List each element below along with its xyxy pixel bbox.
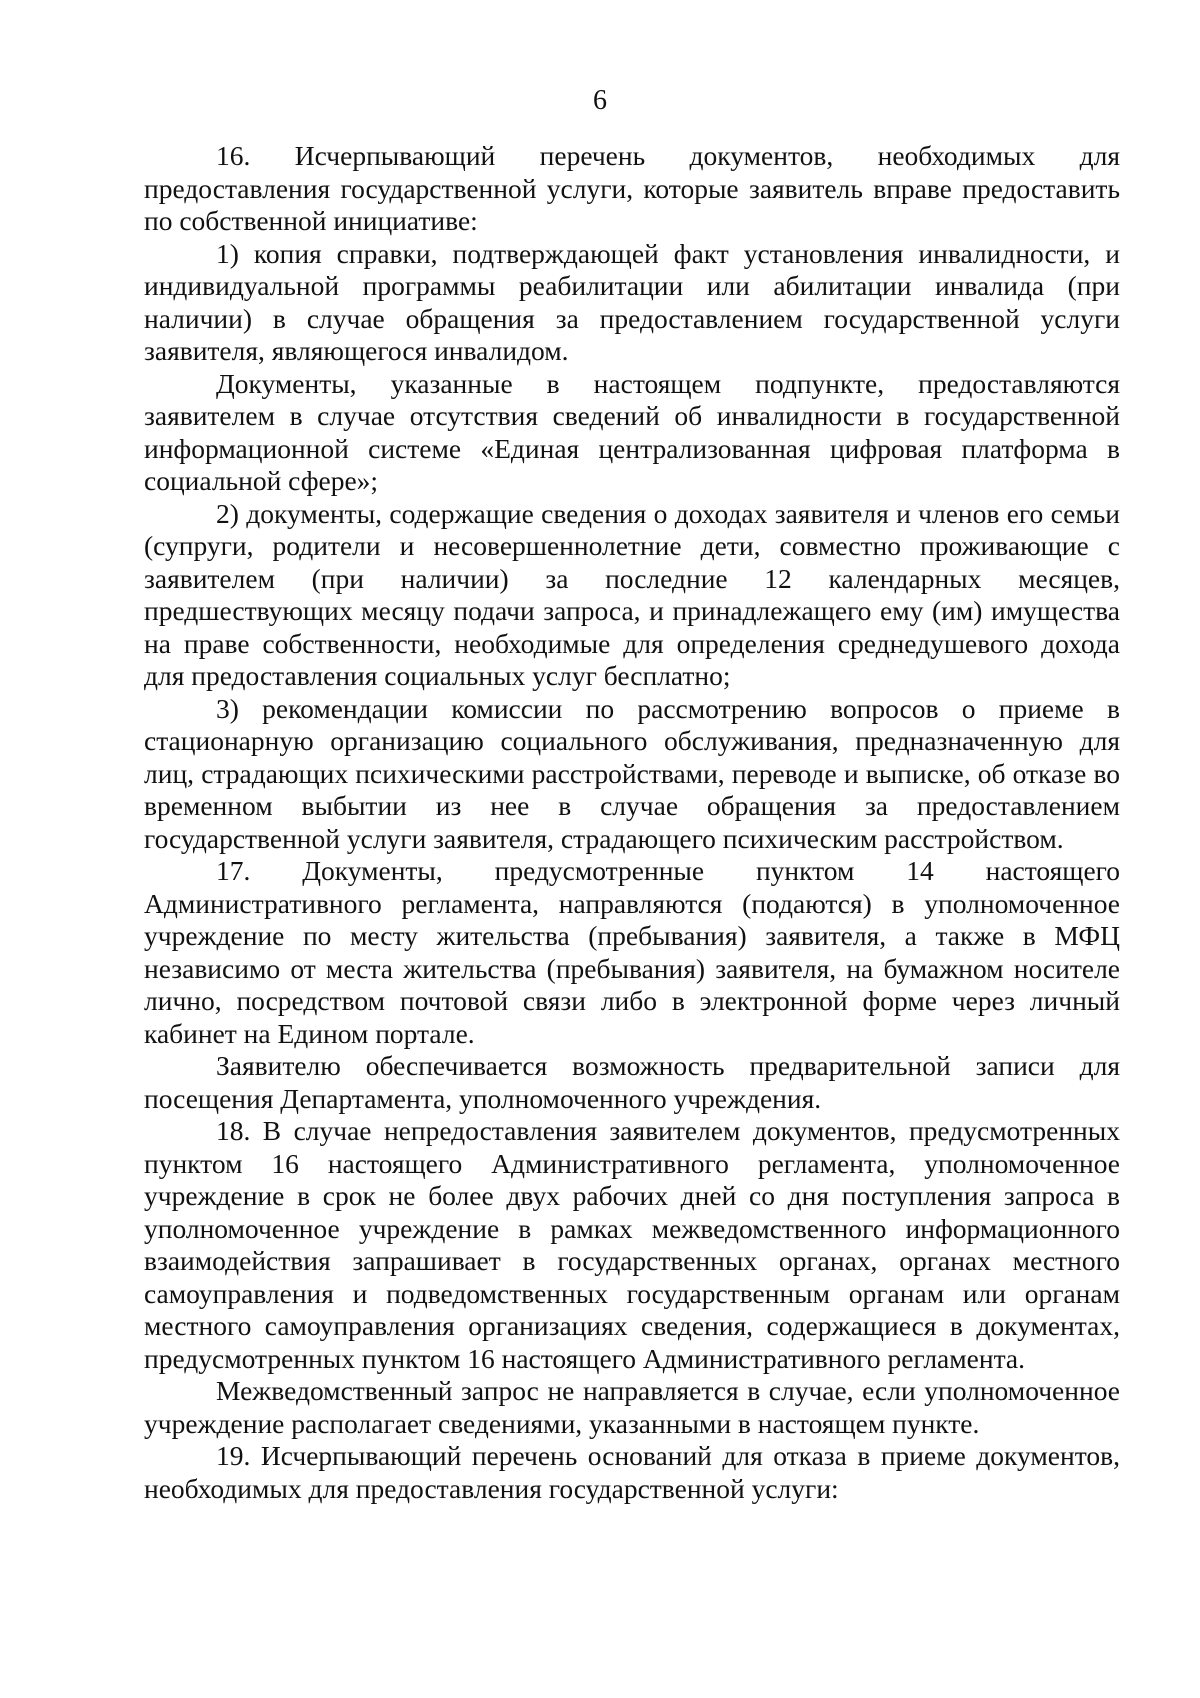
paragraph-17: 17. Документы, предусмотренные пунктом 14 настоящего Административного регламента, направляются (подаются) в уполномоченное учреждение по месту жительства (пребывания) заявителя, а также в МФЦ независимо от места жительства (пребывания) заявителя, на бумажном носителе лично, посредством почтовой связи либо в электронной форме через личный кабинет на Едином портале. xyxy=(144,855,1120,1049)
paragraph-18-note: Межведомственный запрос не направляется в случае, если уполномоченное учреждение располагает сведениями, указанными в настоящем пункте. xyxy=(144,1375,1120,1439)
paragraph-16-item-1: 1) копия справки, подтверждающей факт установления инвалидности, и индивидуальной программы реабилитации или абилитации инвалида (при наличии) в случае обращения за предоставлением государственной услуги заявителя, являющегося инвалидом. xyxy=(144,237,1120,366)
document-body xyxy=(144,140,1120,1505)
paragraph-16: 16. Исчерпывающий перечень документов, необходимых для предоставления государственной услуги, которые заявитель вправе предоставить по собственной инициативе: xyxy=(144,140,1120,236)
paragraph-18: 18. В случае непредоставления заявителем документов, предусмотренных пунктом 16 настоящего Административного регламента, уполномоченное учреждение в срок не более двух рабочих дней со дня поступления запроса в уполномоченное учреждение в рамках межведомственного информационного взаимодействия запрашивает в государственных органах, органах местного самоуправления и подведомственных государственным органам или органам местного самоуправления организациях сведения, содержащиеся в документах, предусмотренных пунктом 16 настоящего Административного регламента. xyxy=(144,1115,1120,1374)
paragraph-19: 19. Исчерпывающий перечень оснований для отказа в приеме документов, необходимых для предоставления государственной услуги: xyxy=(144,1440,1120,1504)
paragraph-16-item-2: 2) документы, содержащие сведения о доходах заявителя и членов его семьи (супруги, родители и несовершеннолетние дети, совместно проживающие с заявителем (при наличии) за последние 12 календарных месяцев, предшествующих месяцу подачи запроса, и принадлежащего ему (им) имущества на праве собственности, необходимые для определения среднедушевого дохода для предоставления социальных услуг бесплатно; xyxy=(144,497,1120,691)
paragraph-16-item-1-note: Документы, указанные в настоящем подпункте, предоставляются заявителем в случае отсутствия сведений об инвалидности в государственной информационной системе «Единая централизованная цифровая платформа в социальной сфере»; xyxy=(144,367,1120,496)
paragraph-16-item-3: 3) рекомендации комиссии по рассмотрению вопросов о приеме в стационарную организацию социального обслуживания, предназначенную для лиц, страдающих психическими расстройствами, переводе и выписке, об отказе во временном выбытии из нее в случае обращения за предоставлением государственной услуги заявителя, страдающего психическим расстройством. xyxy=(144,692,1120,854)
paragraph-17-note: Заявителю обеспечивается возможность предварительной записи для посещения Департамента, уполномоченного учреждения. xyxy=(144,1050,1120,1114)
page-number: 6 xyxy=(593,85,607,116)
